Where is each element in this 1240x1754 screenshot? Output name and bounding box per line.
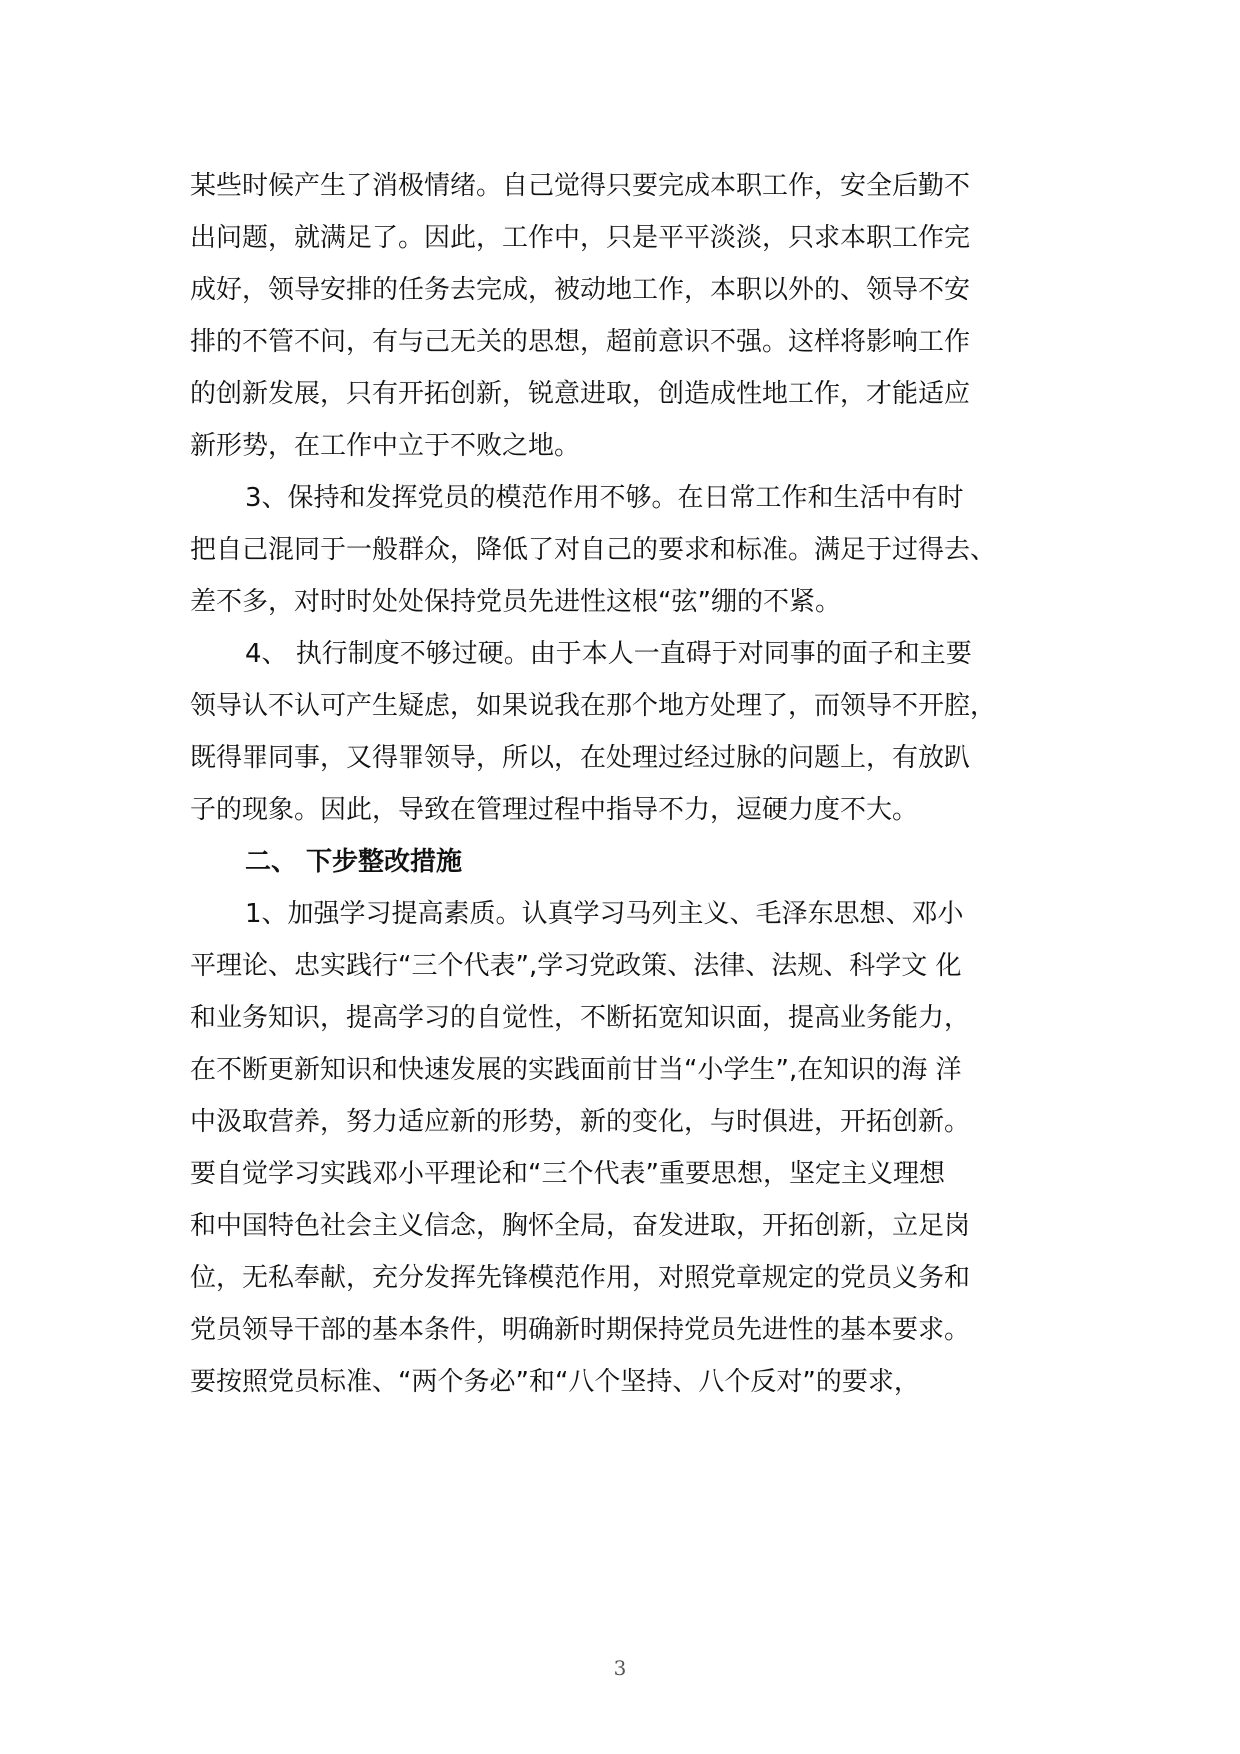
text-line: 平理论、忠实践行“三个代表”,学习党政策、法律、法规、科学文 化 bbox=[190, 951, 962, 981]
text-line: 和业务知识，提高学习的自觉性，不断拓宽知识面，提高业务能力， bbox=[190, 1003, 971, 1033]
text-line: 4、 执行制度不够过硬。由于本人一直碍于对同事的面子和主要 bbox=[245, 639, 972, 669]
text-line: 的创新发展，只有开拓创新，锐意进取，创造成性地工作，才能适应 bbox=[190, 379, 971, 409]
text-line: 出问题，就满足了。因此，工作中，只是平平淡淡，只求本职工作完 bbox=[190, 223, 971, 253]
text-line: 要按照党员标准、“两个务必”和“八个坚持、八个反对”的要求， bbox=[190, 1367, 920, 1397]
text-line: 把自己混同于一般群众，降低了对自己的要求和标准。满足于过得去、 bbox=[190, 535, 997, 565]
text-line: 3、保持和发挥党员的模范作用不够。在日常工作和生活中有时 bbox=[245, 483, 964, 513]
text-line: 既得罪同事，又得罪领导，所以，在处理过经过脉的问题上，有放趴 bbox=[190, 743, 971, 773]
body-text bbox=[190, 160, 1070, 1408]
text-line: 差不多，对时时处处保持党员先进性这根“弦”绷的不紧。 bbox=[190, 587, 841, 617]
text-line: 子的现象。因此，导致在管理过程中指导不力，逗硬力度不大。 bbox=[190, 795, 919, 825]
text-line: 成好，领导安排的任务去完成，被动地工作，本职以外的、领导不安 bbox=[190, 275, 971, 305]
text-line: 要自觉学习实践邓小平理论和“三个代表”重要思想，坚定主义理想 bbox=[190, 1159, 945, 1189]
text-line: 领导认不认可产生疑虑，如果说我在那个地方处理了，而领导不开腔， bbox=[190, 691, 997, 721]
text-line: 位，无私奉献，充分发挥先锋模范作用，对照党章规定的党员义务和 bbox=[190, 1263, 971, 1293]
section-heading: 二、 下步整改措施 bbox=[245, 847, 463, 877]
text-line: 新形势，在工作中立于不败之地。 bbox=[190, 431, 581, 461]
text-line: 某些时候产生了消极情绪。自己觉得只要完成本职工作，安全后勤不 bbox=[190, 171, 971, 201]
text-line: 1、加强学习提高素质。认真学习马列主义、毛泽东思想、邓小 bbox=[245, 899, 964, 929]
text-line: 党员领导干部的基本条件，明确新时期保持党员先进性的基本要求。 bbox=[190, 1315, 971, 1345]
page-number: 3 bbox=[613, 1656, 627, 1680]
text-line: 在不断更新知识和快速发展的实践面前甘当“小学生”,在知识的海 洋 bbox=[190, 1055, 962, 1085]
text-line: 排的不管不问，有与己无关的思想，超前意识不强。这样将影响工作 bbox=[190, 327, 971, 357]
text-line: 中汲取营养，努力适应新的形势，新的变化，与时俱进，开拓创新。 bbox=[190, 1107, 971, 1137]
text-line: 和中国特色社会主义信念，胸怀全局，奋发进取，开拓创新，立足岗 bbox=[190, 1211, 971, 1241]
